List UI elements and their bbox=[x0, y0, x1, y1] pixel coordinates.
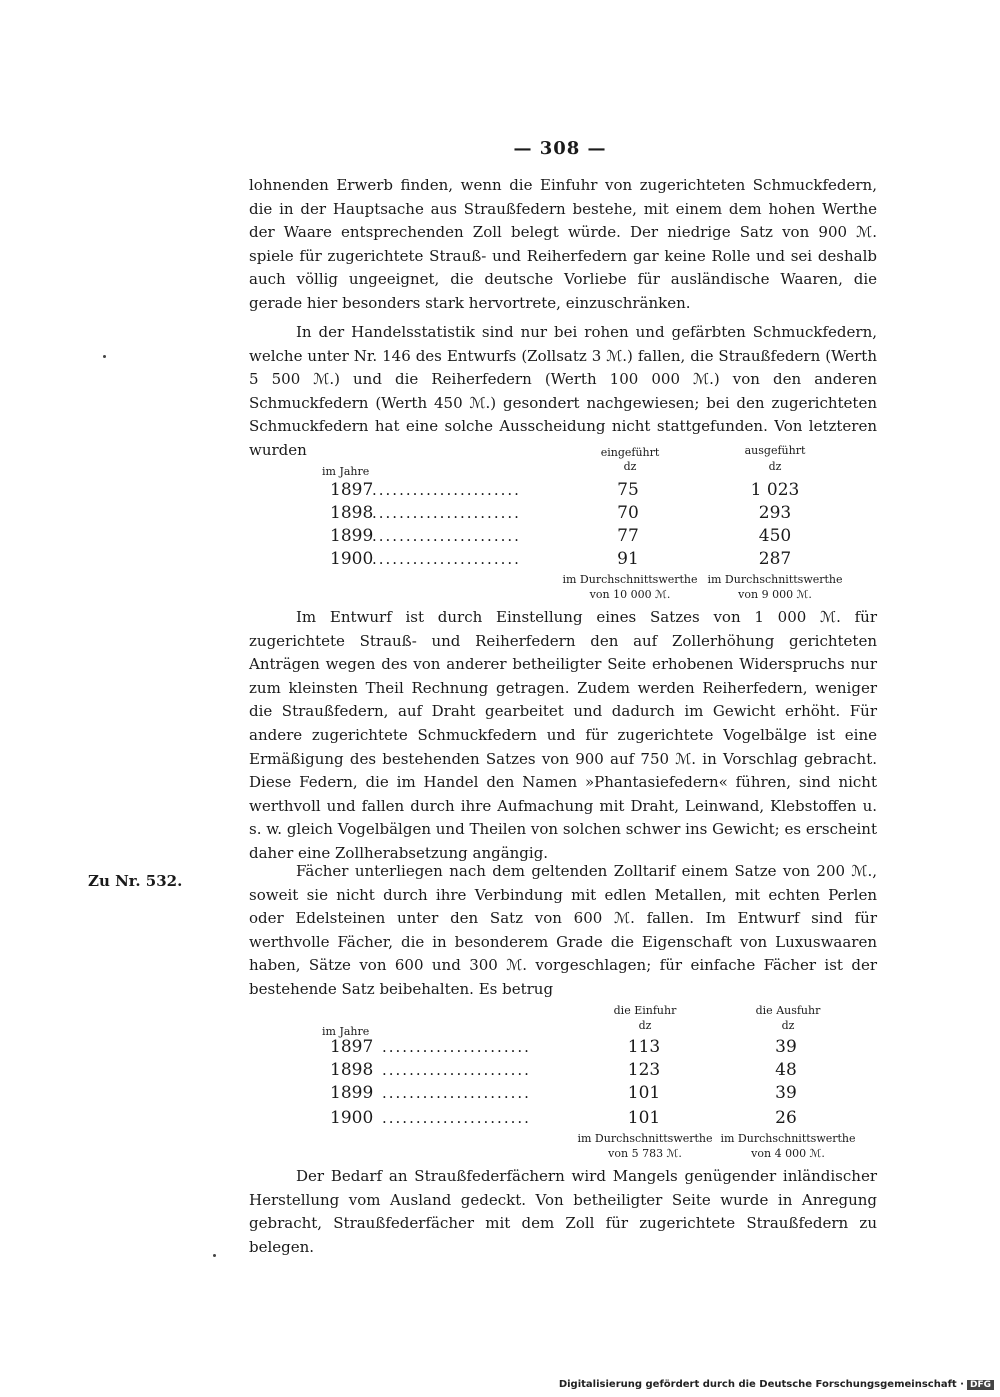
table1-year-header: im Jahre bbox=[322, 465, 370, 478]
paragraph-3: Im Entwurf ist durch Einstellung eines Satzes von 1 000 ℳ. für zugerichtete Strauß- und Reiherfedern den auf Zollerhöhung gerichteten Anträgen wegen des von anderer betheiligter Seite erhobenen Widerspruchs nur zum kleinsten Theil Rechnung getragen. Zudem werden Reiherfedern, weniger die Straußfedern, auf Draht gearbeitet und dadurch im Gewicht erhöht. Für andere zugerichtete Schmuckfedern und für zugerichtete Vogelbälge ist eine Ermäßigung des bestehenden Satzes von 900 auf 750 ℳ. in Vorschlag gebracht. Diese Federn, die im Handel den Namen »Phantasiefedern« führen, sind nicht werthvoll und fallen durch ihre Aufmachung mit Draht, Leinwand, Klebstoffen u. s. w. gleich Vogelbälgen und Theilen von solchen schwer ins Gewicht; es erscheint daher eine Zollherabsetzung angängig. bbox=[249, 608, 877, 862]
table2-col1-header: die Einfuhr bbox=[613, 1004, 677, 1017]
table2-col2-header: die Ausfuhr bbox=[755, 1004, 821, 1017]
dfg-logo: DFG bbox=[967, 1380, 994, 1390]
table1-foot2-line2: von 9 000 ℳ. bbox=[738, 588, 812, 601]
margin-note: Zu Nr. 532. bbox=[88, 872, 183, 890]
table2-foot2-line1: im Durchschnittswerthe bbox=[720, 1132, 856, 1145]
paragraph-1: lohnenden Erwerb finden, wenn die Einfuhr von zugerichteten Schmuckfedern, die in der Hauptsache aus Straußfedern bestehe, mit einem dem hohen Werthe der Waare entsprechenden Zoll belegt würde. Der niedrige Satz von 900 ℳ. spiele für zugerichtete Strauß- und Reiherfedern gar keine Rolle und sei deshalb auch völlig ungeeignet, die deutsche Vorliebe für ausländische Waaren, die gerade hier besonders stark hervortrete, einzuschränken. bbox=[249, 176, 877, 312]
scan-speck bbox=[213, 1254, 216, 1257]
paragraph-5: Der Bedarf an Straußfederfächern wird Mangels genügender inländischer Herstellung vom Ausland gedeckt. Von betheiligter Seite wurde in Anregung gebracht, Straußfederfächer mit dem Zoll für zugerichtete Straußfedern zu belegen. bbox=[249, 1167, 877, 1256]
table1-foot1-line2: von 10 000 ℳ. bbox=[589, 588, 671, 601]
scan-speck bbox=[103, 355, 106, 358]
table2-foot1-line1: im Durchschnittswerthe bbox=[577, 1132, 713, 1145]
footer-text: Digitalisierung gefördert durch die Deutsche Forschungsgemeinschaft · bbox=[558, 1379, 964, 1390]
page-number: — 308 — bbox=[513, 138, 607, 159]
table2-foot2-line2: von 4 000 ℳ. bbox=[751, 1147, 825, 1160]
table1-foot1-line1: im Durchschnittswerthe bbox=[562, 573, 698, 586]
table1-col2-header: ausgeführt bbox=[744, 444, 806, 457]
table2-year-header: im Jahre bbox=[322, 1025, 370, 1038]
digitization-footer bbox=[559, 1379, 994, 1390]
table1-col1-unit: dz bbox=[623, 460, 637, 473]
table1-col1-header: eingeführt bbox=[600, 446, 660, 459]
table2-col1-unit: dz bbox=[638, 1019, 652, 1032]
paragraph-2: In der Handelsstatistik sind nur bei rohen und gefärbten Schmuckfedern, welche unter Nr. 146 des Entwurfs (Zollsatz 3 ℳ.) fallen, die Straußfedern (Werth 5 500 ℳ.) und die Reiherfedern (Werth 100 000 ℳ.) von den anderen Schmuckfedern (Werth 450 ℳ.) gesondert nachgewiesen; bei den zugerichteten Schmuckfedern hat eine solche Ausscheidung nicht stattgefunden. Von letzteren wurden bbox=[249, 323, 877, 459]
paragraph-4: Fächer unterliegen nach dem geltenden Zolltarif einem Satze von 200 ℳ., soweit sie nicht durch ihre Verbindung mit edlen Metallen, mit echten Perlen oder Edelsteinen unter den Satz von 600 ℳ. fallen. Im Entwurf sind für werthvolle Fächer, die in besonderem Grade die Eigenschaft von Luxuswaaren haben, Sätze von 600 und 300 ℳ. vorgeschlagen; für einfache Fächer ist der bestehende Satz beibehalten. Es betrug bbox=[249, 862, 877, 998]
table1-foot2-line1: im Durchschnittswerthe bbox=[707, 573, 843, 586]
table2-col2-unit: dz bbox=[781, 1019, 795, 1032]
table2-foot1-line2: von 5 783 ℳ. bbox=[608, 1147, 682, 1160]
table1-col2-unit: dz bbox=[768, 460, 782, 473]
